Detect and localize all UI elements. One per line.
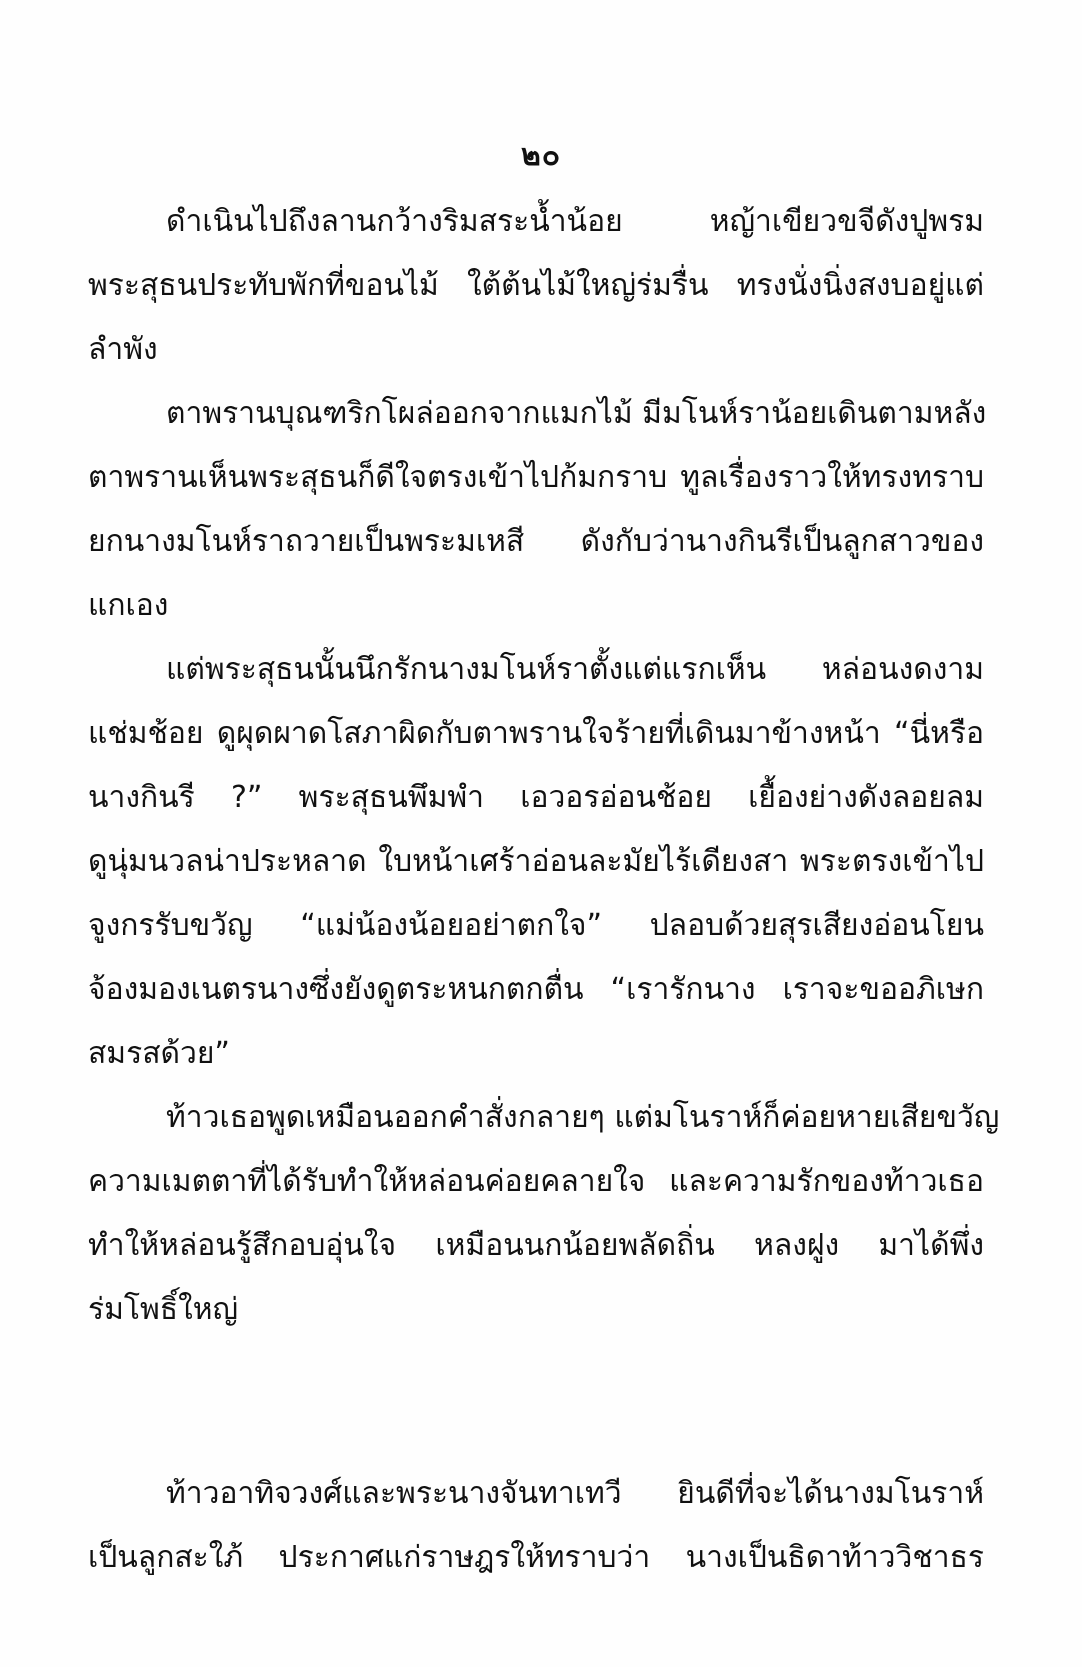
paragraph-3 bbox=[88, 638, 984, 1086]
text-line: แกเอง bbox=[88, 588, 169, 623]
text-line: จูงกรรับขวัญ “แม่น้องน้อยอย่าตกใจ” ปลอบด้วยสุรเสียงอ่อนโยน bbox=[88, 908, 984, 943]
page-number: ๒๐ bbox=[520, 138, 562, 173]
body-text bbox=[88, 190, 1000, 1590]
paragraph-4 bbox=[88, 1086, 1000, 1342]
text-line: ตาพรานบุณฑริกโผล่ออกจากแมกไม้ มีมโนห์ราน้อยเดินตามหลัง bbox=[166, 396, 987, 431]
text-line: ดูนุ่มนวลน่าประหลาด ใบหน้าเศร้าอ่อนละมัยไร้เดียงสา พระตรงเข้าไป bbox=[88, 844, 984, 879]
text-line: ท้าวอาทิจวงศ์และพระนางจันทาเทวี ยินดีที่จะได้นางมโนราห์ bbox=[166, 1476, 984, 1511]
text-line: ความเมตตาที่ได้รับทำให้หล่อนค่อยคลายใจ และความรักของท้าวเธอ bbox=[88, 1164, 984, 1199]
text-line: พระสุธนประทับพักที่ขอนไม้ ใต้ต้นไม้ใหญ่ร่มรื่น ทรงนั่งนิ่งสงบอยู่แต่ bbox=[88, 268, 984, 303]
text-line: ทำให้หล่อนรู้สึกอบอุ่นใจ เหมือนนกน้อยพลัดถิ่น หลงฝูง มาได้พึ่ง bbox=[88, 1228, 984, 1263]
text-line: ตาพรานเห็นพระสุธนก็ดีใจตรงเข้าไปก้มกราบ ทูลเรื่องราวให้ทรงทราบ bbox=[88, 460, 984, 495]
paragraph-2 bbox=[88, 382, 987, 638]
text-line: สมรสด้วย” bbox=[88, 1036, 230, 1071]
text-line: เป็นลูกสะใภ้ ประกาศแก่ราษฎรให้ทราบว่า นางเป็นธิดาท้าววิชาธร bbox=[88, 1540, 984, 1575]
paragraph-1 bbox=[88, 190, 984, 382]
section-gap bbox=[88, 1342, 984, 1462]
text-line: ร่มโพธิ์ใหญ่ bbox=[88, 1292, 239, 1327]
text-line: จ้องมองเนตรนางซึ่งยังดูตระหนกตกตื่น “เรารักนาง เราจะขออภิเษก bbox=[88, 972, 984, 1007]
text-line: แต่พระสุธนนั้นนึกรักนางมโนห์ราตั้งแต่แรกเห็น หล่อนงดงาม bbox=[166, 652, 984, 687]
text-line: แช่มช้อย ดูผุดผาดโสภาผิดกับตาพรานใจร้ายที่เดินมาข้างหน้า “นี่หรือ bbox=[88, 716, 984, 751]
text-line: ดำเนินไปถึงลานกว้างริมสระน้ำน้อย หญ้าเขียวขจีดังปูพรม bbox=[166, 204, 984, 239]
text-line: ลำพัง bbox=[88, 332, 158, 367]
text-line: นางกินรี ?” พระสุธนพึมพำ เอวอรอ่อนช้อย เยื้องย่างดังลอยลม bbox=[88, 780, 984, 815]
text-line: ยกนางมโนห์ราถวายเป็นพระมเหสี ดังกับว่านางกินรีเป็นลูกสาวของ bbox=[88, 524, 984, 559]
paragraph-5 bbox=[88, 1462, 984, 1590]
text-line: ท้าวเธอพูดเหมือนออกคำสั่งกลายๆ แต่มโนราห์ก็ค่อยหายเสียขวัญ bbox=[166, 1100, 1000, 1135]
